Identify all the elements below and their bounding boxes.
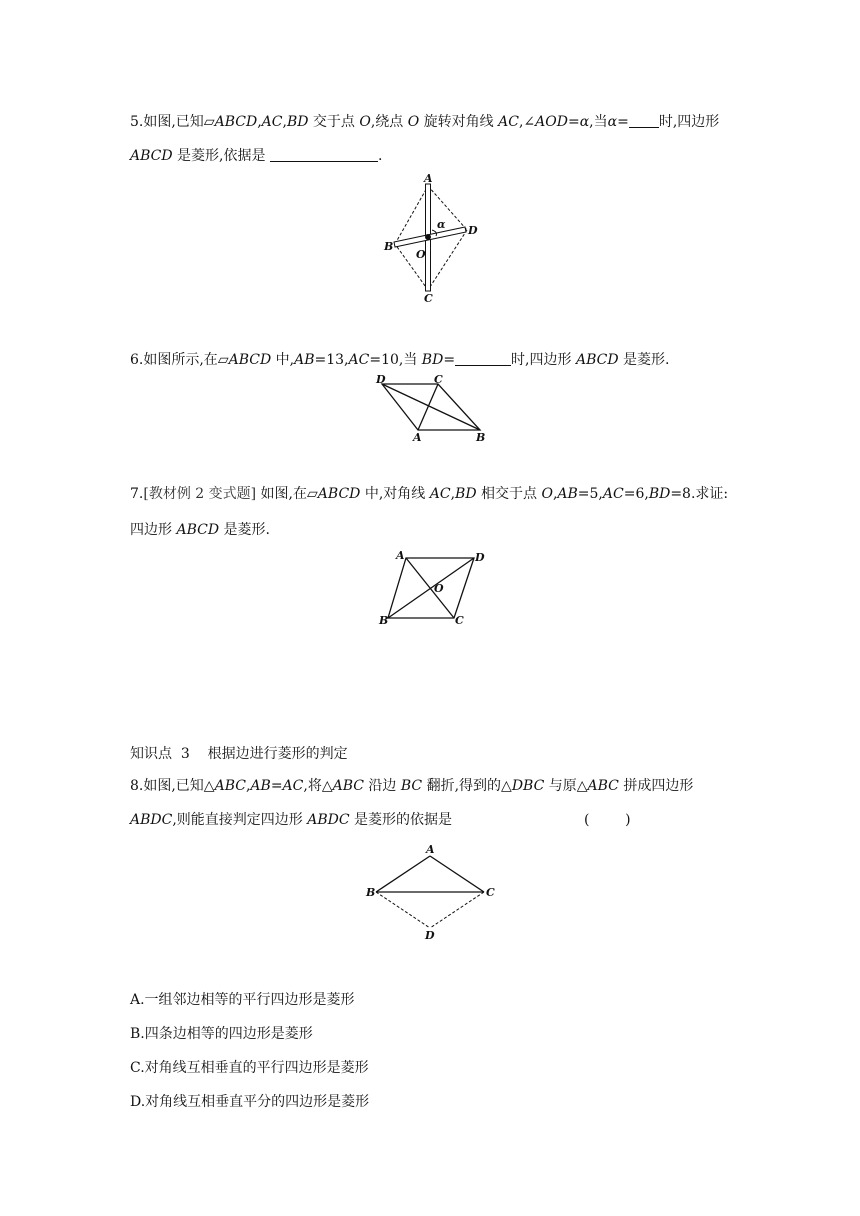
answer-blank-q5a[interactable] [629,113,659,128]
q8-triangle-dbc [376,892,484,928]
q8-number: 8. [130,778,144,794]
label-a: A [424,172,433,185]
q8-var: ABC [587,778,619,794]
q6-var: ABCD [575,352,619,368]
q8-var: ABDC [130,812,173,828]
pivot-o [426,235,431,240]
q7-text: 四边形 [130,522,177,538]
q5-number: 5. [130,114,144,130]
edge-bd [376,892,430,928]
q5-text: = [567,114,580,130]
q7-figure [376,548,486,632]
q7-text: 相交于点 [476,486,542,502]
q5-text: 旋转对角线 [419,114,499,130]
q5-var: AC [498,114,519,130]
label-a: A [396,549,405,562]
q7-var: BD [455,486,477,502]
q7-var: O [541,486,553,502]
q5-var: AC [261,114,283,130]
q8-var: AB [250,778,271,794]
q6-line1 [130,350,669,370]
label-a: A [426,843,435,856]
q8-line2 [130,810,452,830]
q5-var: AOD [535,114,568,130]
q6-text: 时,四边形 [511,352,576,368]
q5-text: , [282,114,287,130]
q8-line1 [130,776,693,796]
q7-var: AC [602,486,624,502]
edge-ac [430,856,484,892]
q5-text: 如图,已知 [143,114,204,130]
q5-text: , [257,114,262,130]
q7-text: 中,对角线 [360,486,430,502]
diagonal-ca [418,384,438,430]
q6-var: AC [348,352,370,368]
q7-text: 是菱形. [219,522,270,538]
q5-var: α [607,114,618,130]
answer-paren-q8[interactable]: ( ) [584,812,631,828]
diagonal-db [382,384,480,430]
q7-text: =8.求证: [670,486,729,502]
q6-text: 中, [271,352,295,368]
q8-var: DBC [511,778,545,794]
option-c[interactable]: C.对角线互相垂直的平行四边形是菱形 [130,1060,369,1076]
label-b: B [384,240,394,253]
label-c: C [486,886,495,899]
q6-text: 如图所示,在 [143,352,218,368]
q8-text: 如图,已知△ [143,778,215,794]
answer-blank-q5b[interactable] [270,147,378,162]
q6-parallelogram [382,384,480,430]
label-o: O [416,248,426,261]
label-d: D [468,224,478,237]
diagonal-db [388,558,474,618]
q7-text: , [552,486,558,502]
q5-text: ,∠ [518,114,536,130]
q5-line1 [130,112,719,132]
q7-var: AB [557,486,578,502]
option-b[interactable]: B.四条边相等的四边形是菱形 [130,1026,313,1042]
q8-var: ABC [214,778,246,794]
option-d[interactable]: D.对角线互相垂直平分的四边形是菱形 [130,1094,370,1110]
q8-text: 是菱形的依据是 [349,812,453,828]
q5-text: ,当 [589,114,608,130]
q6-text: =10,当 [369,352,422,368]
q6-number: 6. [130,352,144,368]
q5-text: = [617,114,629,130]
q5-figure [380,172,480,306]
answer-blank-q6[interactable] [455,351,511,366]
label-o: O [434,582,444,595]
q5-var: BD [286,114,309,130]
q7-text: =6, [623,486,649,502]
q7-var: AC [429,486,451,502]
label-c: C [424,292,433,305]
q7-number: 7. [130,486,144,502]
label-alpha: α [437,218,446,231]
q8-text: = [270,778,283,794]
q8-text: ,将△ [303,778,333,794]
q8-var: ABC [332,778,364,794]
q8-text: , [245,778,251,794]
q5-var: α [579,114,590,130]
q5-text: 是菱形,依据是 [172,148,270,164]
q7-text: =5, [577,486,603,502]
q6-figure [370,372,490,444]
q5-text: 交于点 [308,114,360,130]
edge-ba [395,186,428,244]
label-d: D [425,929,435,942]
label-c: C [434,373,443,386]
q7-parallelogram [388,558,474,618]
label-c: C [455,614,464,627]
q5-line2 [130,146,382,166]
parallelogram-symbol: ▱ [217,352,229,368]
q8-text: 拼成四边形 [618,778,694,794]
q8-text: 翻折,得到的△ [422,778,512,794]
q7-source-tag: [教材例 2 变式题] [143,486,257,502]
q5-var: O [407,114,420,130]
q8-text: ,则能直接判定四边形 [172,812,308,828]
q7-text: 如图,在 [256,486,307,502]
q8-var: BC [400,778,423,794]
label-d: D [376,373,386,386]
q6-var: BD [421,352,444,368]
edge-cd [430,892,484,928]
q5-var: ABCD [214,114,258,130]
q8-triangle-abc [376,856,484,892]
q5-text: ,绕点 [370,114,408,130]
label-b: B [379,614,389,627]
edge-ad [428,186,467,230]
q6-var: AB [294,352,315,368]
q8-var: ABDC [307,812,350,828]
q8-text: 与原△ [544,778,588,794]
label-b: B [366,886,376,899]
label-d: D [475,551,485,564]
section-heading: 知识点 3 根据边进行菱形的判定 [130,746,348,762]
q7-var: ABCD [317,486,361,502]
q8-text: 沿边 [363,778,401,794]
q8-var: AC [282,778,304,794]
q7-var: BD [648,486,671,502]
label-a: A [413,431,422,444]
q5-text: 时,四边形 [658,114,720,130]
parallelogram-symbol: ▱ [203,114,215,130]
q7-var: ABCD [176,522,220,538]
q8-figure [362,842,502,942]
q6-text: 是菱形. [618,352,670,368]
parallelogram-symbol: ▱ [307,486,318,502]
q5-var: O [359,114,371,130]
q5-text: . [377,148,383,164]
edge-ab [376,856,430,892]
q6-text: =13, [314,352,349,368]
q7-line2 [130,520,270,540]
q6-var: ABCD [228,352,272,368]
q7-line1 [130,484,728,504]
option-a[interactable]: A.一组邻边相等的平行四边形是菱形 [130,992,355,1008]
q6-text: = [443,352,456,368]
q7-text: , [450,486,456,502]
label-b: B [476,431,486,444]
q5-var: ABCD [130,148,173,164]
q5-rods [394,184,466,291]
